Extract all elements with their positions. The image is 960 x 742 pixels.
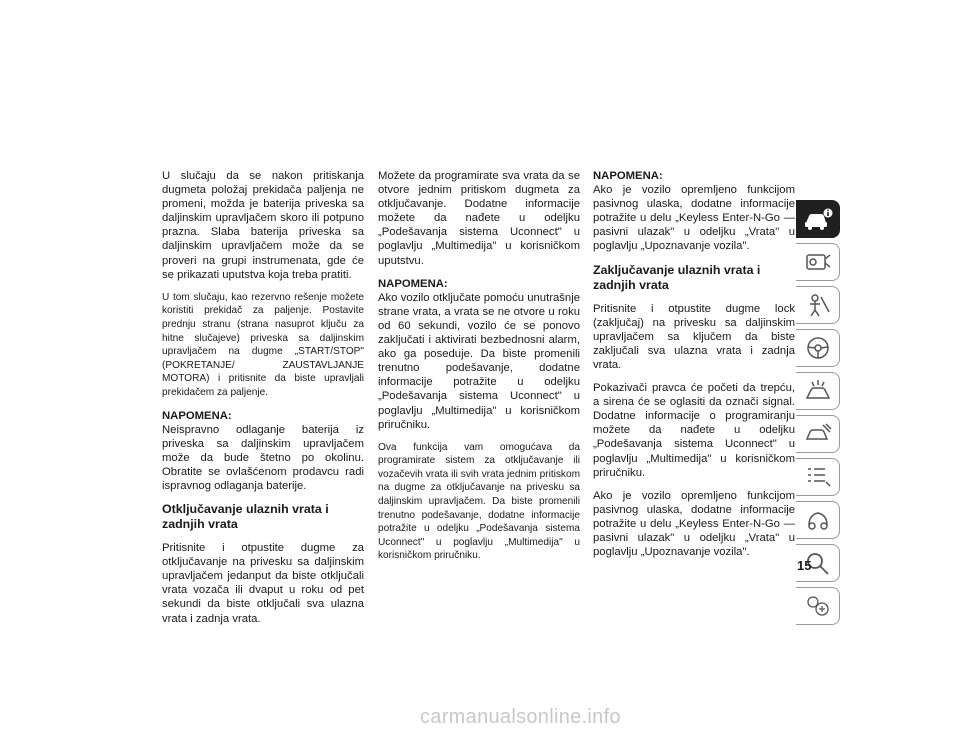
note-text: Ako je vozilo opremljeno funkcijom pasivnog ulaska, dodatne informacije potražite u delu „Keyless Enter-N-Go — pasivni ulazak" u odeljku „Vrata" u poglavlju „Upoznavanje vozila". <box>593 184 795 253</box>
paragraph: Možete da programirate sva vrata da se otvore jednim pritiskom dugmeta za otključavanje. Dodatne informacije možete da nađete u odeljku „Podešavanja sistema Uconnect" u poglavlju „Multimedija" u korisničkom uputstvu. <box>378 170 580 267</box>
note <box>593 169 795 254</box>
paragraph: Pritisnite i otpustite dugme lock (zaključaj) na privesku sa daljinskim upravljačem sa ključem da biste zaključali sva ulazna vrata i zadnja vrata. <box>593 302 795 371</box>
emergency-icon <box>803 378 833 404</box>
tab-dashboard-warning[interactable] <box>796 243 840 281</box>
tab-language[interactable] <box>796 587 840 625</box>
column-2 <box>378 169 580 572</box>
tab-emergency[interactable] <box>796 372 840 410</box>
steering-wheel-icon <box>803 335 833 361</box>
safety-icon <box>803 292 833 318</box>
paragraph: Pokazivači pravca će početi da trepću, a sirena će se oglasiti da označi signal. Dodatne informacije o programiranju možete da nađete u odeljku „Podešavanja sistema Uconnect" u poglavlju „Multimedija" u korisničkom priručniku. <box>593 382 795 479</box>
multimedia-icon <box>803 507 833 533</box>
tab-service[interactable] <box>796 415 840 453</box>
paragraph: U tom slučaju, kao rezervno rešenje možete koristiti prekidač za paljenje. Postavite prednju stranu (strana nasuprot ključu za hitne slučajeve) priveska sa daljinskim upravljačem na dugme „START/STOP" (POKRETANJE/ ZAUSTAVLJANJE MOTORA) i pritisnite da biste upravljali prekidačem za paljenje. <box>162 291 364 398</box>
tab-safety[interactable] <box>796 286 840 324</box>
section-heading: Zaključavanje ulaznih vrata i zadnjih vrata <box>593 262 761 292</box>
note-title: NAPOMENA: <box>593 170 663 182</box>
dashboard-warning-icon <box>803 249 833 275</box>
language-icon <box>803 593 833 619</box>
paragraph: U slučaju da se nakon pritiskanja dugmeta položaj prekidača paljenja ne promeni, možda je baterija priveska sa daljinskim upravljačem skoro ili potpuno prazna. Slaba baterija priveska sa daljinskim upravljačem može da se proveri na grupi instrumenata, gde će se prikazati uputstva koja treba pratiti. <box>162 170 364 281</box>
note <box>162 409 364 494</box>
note-title: NAPOMENA: <box>162 409 232 422</box>
note-text: Ako vozilo otključate pomoću unutrašnje strane vrata, a vrata se ne otvore u roku od 60 sekundi, vozilo će se ponovo zaključati i aktivirati bezbednosni alarm, ako ga poseduje. Da biste promenili trenutno podešavanje, dodatne informacije potražite u odeljku „Podešavanja sistema Uconnect" u poglavlju „Multimedija" u korisničkom priručniku. <box>378 291 580 431</box>
note-text: Neispravno odlaganje baterija iz priveska sa daljinskim upravljačem može da bude štetno po okolinu. Obratite se ovlašćenom prodavcu radi ispravnog odlaganja baterije. <box>162 423 364 492</box>
paragraph: Ova funkcija vam omogućava da programirate sistem za otključavanje ili vozačevih vrata ili svih vrata jednim pritiskom na dugme za otključavanje na privesku sa daljinskim upravljačem. Da biste promenili trenutno podešavanje, dodatne informacije potražite u odeljku „Podešavanja sistema Uconnect" u poglavlju „Multimedija" u korisničkom priručniku. <box>378 441 580 562</box>
column-3 <box>593 169 795 568</box>
tab-steering[interactable] <box>796 329 840 367</box>
column-1 <box>162 169 364 635</box>
paragraph: Pritisnite i otpustite dugme za otključavanje na privesku sa daljinskim upravljačem jedanput da biste otključali vrata vozača ili dvaput u roku od pet sekundi da biste otključali sva ulazna vrata i zadnja vrata. <box>162 542 364 625</box>
note-title: NAPOMENA: <box>378 277 448 290</box>
paragraph: Ako je vozilo opremljeno funkcijom pasivnog ulaska, dodatne informacije potražite u delu „Keyless Enter-N-Go — pasivni ulazak" u odeljku „Vrata" u poglavlju „Upoznavanje vozila". <box>593 489 795 559</box>
service-icon <box>803 421 833 447</box>
tab-maintenance[interactable] <box>796 458 840 496</box>
page-number: 15 <box>797 558 812 573</box>
section-heading: Otključavanje ulaznih vrata i zadnjih vrata <box>162 502 329 532</box>
note <box>378 277 580 432</box>
watermark: carmanualsonline.info <box>420 706 621 728</box>
car-info-icon <box>803 206 833 232</box>
tab-multimedia[interactable] <box>796 501 840 539</box>
tab-car-info[interactable] <box>796 200 840 238</box>
maintenance-list-icon <box>803 464 833 490</box>
